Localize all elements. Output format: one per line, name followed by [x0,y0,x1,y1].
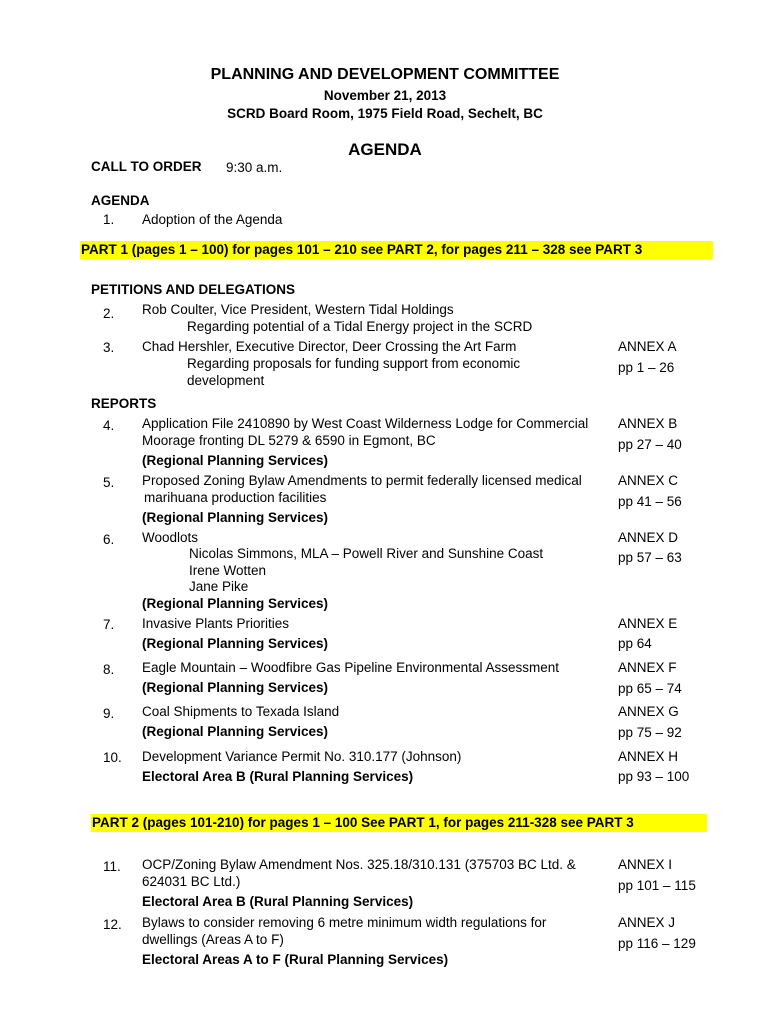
item-line: Regarding potential of a Tidal Energy project in the SCRD [187,319,533,334]
annex-label: ANNEX J [618,915,676,930]
page-range: pp 116 – 129 [618,936,696,951]
item-line: Coal Shipments to Texada Island [142,704,340,719]
page-range: pp 41 – 56 [618,494,682,509]
item-line: Application File 2410890 by West Coast Wilderness Lodge for Commercial [142,416,589,431]
page-range: pp 75 – 92 [618,725,682,740]
annex-label: ANNEX D [618,530,679,545]
item-line: marihuana production facilities [144,490,327,505]
item-line: Proposed Zoning Bylaw Amendments to permit federally licensed medical [142,473,582,488]
item-department: (Regional Planning Services) [142,724,329,739]
item-line: Irene Wotten [189,563,267,578]
item-number: 10. [103,750,122,765]
page-range: pp 65 – 74 [618,681,682,696]
item-line: Eagle Mountain – Woodfibre Gas Pipeline Environmental Assessment [142,660,559,675]
item-line: Invasive Plants Priorities [142,616,290,631]
meeting-date: November 21, 2013 [323,88,447,103]
reports-heading: REPORTS [91,396,157,411]
item-line: Jane Pike [189,579,249,594]
page-range: pp 64 [618,636,652,651]
committee-title: PLANNING AND DEVELOPMENT COMMITTEE [210,66,560,83]
item-title: Adoption of the Agenda [142,212,283,227]
item-line: Nicolas Simmons, MLA – Powell River and Sunshine Coast [189,546,544,561]
annex-label: ANNEX E [618,616,678,631]
item-number: 9. [103,706,115,721]
item-line: Woodlots [142,530,199,545]
item-department: (Regional Planning Services) [142,596,329,611]
part1-banner: PART 1 (pages 1 – 100) for pages 101 – 210 see PART 2, for pages 211 – 328 see PART 3 [80,241,713,259]
item-line: Chad Hershler, Executive Director, Deer Crossing the Art Farm [142,339,517,354]
item-line: Rob Coulter, Vice President, Western Tidal Holdings [142,302,454,317]
item-department: (Regional Planning Services) [142,636,329,651]
item-line: Regarding proposals for funding support from economic [187,356,521,371]
agenda-section-heading: AGENDA [91,193,150,208]
item-line: Bylaws to consider removing 6 metre minimum width regulations for [142,915,547,930]
item-line: dwellings (Areas A to F) [142,932,284,947]
item-line: OCP/Zoning Bylaw Amendment Nos. 325.18/310.131 (375703 BC Ltd. & [142,857,576,872]
annex-label: ANNEX F [618,660,677,675]
annex-label: ANNEX H [618,749,679,764]
item-department: Electoral Area B (Rural Planning Services) [142,769,414,784]
item-number: 4. [103,418,115,433]
item-number: 7. [103,617,115,632]
item-number: 2. [103,306,115,321]
annex-label: ANNEX A [618,339,677,354]
item-department: (Regional Planning Services) [142,680,329,695]
item-line: development [187,373,265,388]
annex-label: ANNEX C [618,473,679,488]
item-department: (Regional Planning Services) [142,510,329,525]
item-department: Electoral Areas A to F (Rural Planning Services) [142,952,449,967]
part2-banner: PART 2 (pages 101-210) for pages 1 – 100 See PART 1, for pages 211-328 see PART 3 [91,814,707,832]
agenda-heading: AGENDA [348,140,422,159]
item-department: (Regional Planning Services) [142,453,329,468]
item-number: 8. [103,662,115,677]
item-line: Development Variance Permit No. 310.177 (Johnson) [142,749,462,764]
item-line: 624031 BC Ltd.) [142,874,241,889]
annex-label: ANNEX I [618,857,673,872]
petitions-heading: PETITIONS AND DELEGATIONS [91,282,296,297]
page-range: pp 93 – 100 [618,769,690,784]
annex-label: ANNEX B [618,416,678,431]
item-number: 12. [103,917,122,932]
call-to-order-time: 9:30 a.m. [226,160,283,175]
page-range: pp 1 – 26 [618,360,675,375]
item-number: 6. [103,532,115,547]
annex-label: ANNEX G [618,704,679,719]
item-number: 11. [103,859,121,874]
page-range: pp 101 – 115 [618,878,696,893]
item-number: 1. [103,212,115,227]
page-range: pp 27 – 40 [618,437,682,452]
item-number: 3. [103,340,115,355]
page-range: pp 57 – 63 [618,550,682,565]
call-to-order-label: CALL TO ORDER [91,159,202,174]
item-line: Moorage fronting DL 5279 & 6590 in Egmont, BC [142,433,436,448]
meeting-location: SCRD Board Room, 1975 Field Road, Sechelt, BC [227,106,543,121]
item-number: 5. [103,475,115,490]
item-department: Electoral Area B (Rural Planning Services) [142,894,414,909]
